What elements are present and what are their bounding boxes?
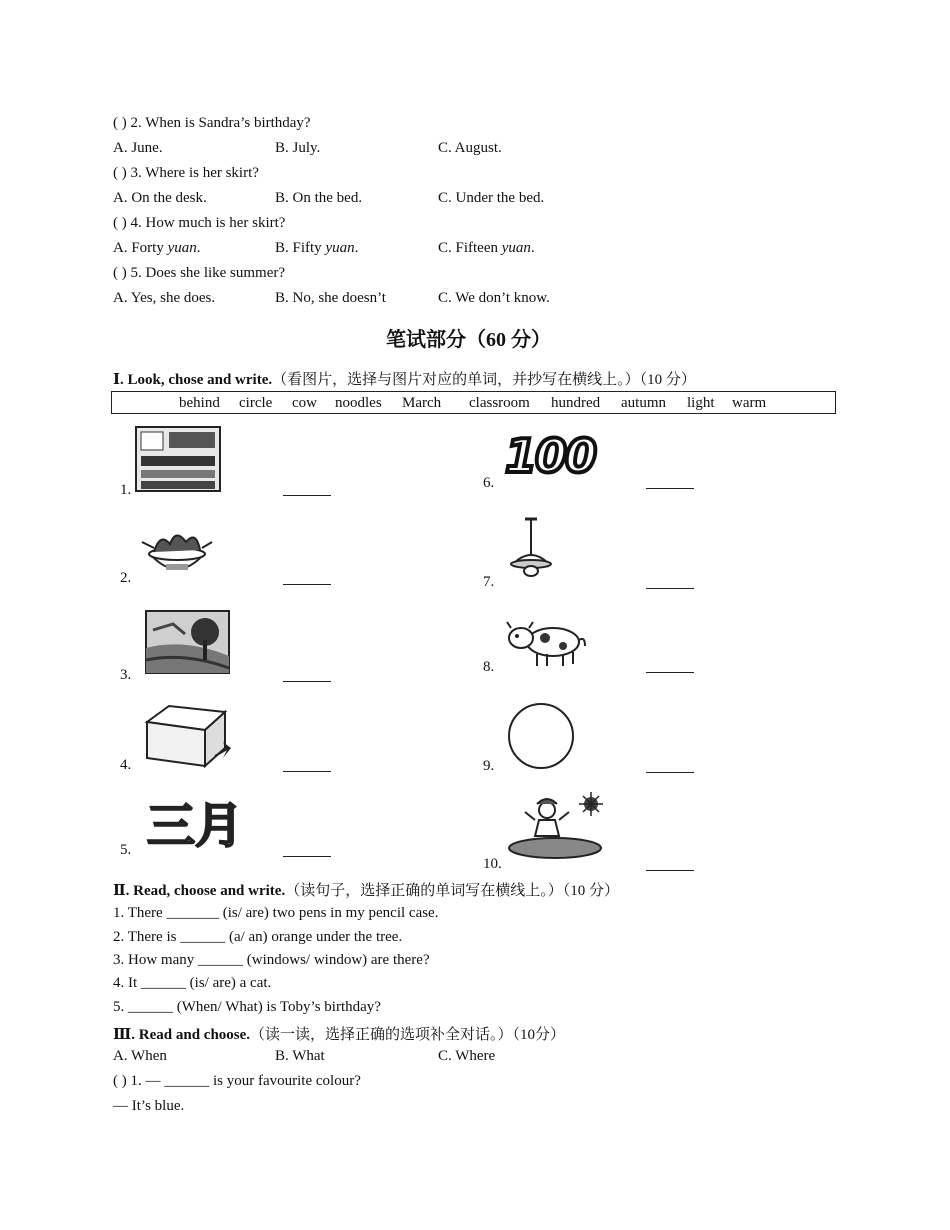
hundred-picture: 100 bbox=[505, 429, 596, 483]
answer-blank[interactable] bbox=[283, 856, 331, 857]
answer-blank[interactable] bbox=[283, 584, 331, 585]
option-c: C. August. bbox=[438, 140, 502, 156]
word-bank-item: light bbox=[687, 395, 715, 411]
option-a: A. Yes, she does. bbox=[113, 290, 216, 306]
option-b: B. July. bbox=[275, 140, 321, 156]
item-number: 1. bbox=[120, 482, 132, 498]
question-2: ( ) 2. When is Sandra’s birthday? bbox=[113, 115, 311, 131]
item-number: 4. bbox=[120, 757, 132, 773]
word-bank-item: classroom bbox=[469, 395, 530, 411]
item-number: 7. bbox=[483, 574, 495, 590]
item-number: 8. bbox=[483, 659, 495, 675]
option-b: B. Fifty yuan. bbox=[275, 240, 359, 256]
sentence-item: 3. How many ______ (windows/ window) are there? bbox=[113, 952, 430, 968]
box-behind-picture bbox=[143, 700, 235, 772]
classroom-picture bbox=[135, 426, 221, 492]
answer-blank[interactable] bbox=[646, 672, 694, 673]
option-c: C. We don’t know. bbox=[438, 290, 550, 306]
written-part-title: 笔试部分（60 分） bbox=[386, 329, 551, 351]
answer-blank[interactable] bbox=[646, 870, 694, 871]
word-bank-item: autumn bbox=[621, 395, 666, 411]
answer-blank[interactable] bbox=[646, 772, 694, 773]
word-bank-item: noodles bbox=[335, 395, 382, 411]
option-b: B. What bbox=[275, 1048, 325, 1064]
dialogue-answer-1: — It’s blue. bbox=[113, 1098, 185, 1114]
section-1-heading: Ⅰ. Look, chose and write.（看图片，选择与图片对应的单词，并抄写在横线上。）（10 分） bbox=[113, 372, 696, 388]
word-bank-item: warm bbox=[732, 395, 767, 411]
question-4: ( ) 4. How much is her skirt? bbox=[113, 215, 286, 231]
dialogue-question-1: ( ) 1. — ______ is your favourite colour? bbox=[113, 1073, 361, 1089]
item-number: 3. bbox=[120, 667, 132, 683]
circle-picture bbox=[505, 700, 577, 772]
light-picture bbox=[505, 516, 560, 582]
answer-blank[interactable] bbox=[283, 771, 331, 772]
option-a: A. When bbox=[113, 1048, 167, 1064]
noodles-picture bbox=[140, 524, 215, 580]
answer-blank[interactable] bbox=[283, 495, 331, 496]
item-number: 6. bbox=[483, 475, 495, 491]
word-bank-item: behind bbox=[179, 395, 220, 411]
word-bank-item: hundred bbox=[551, 395, 601, 411]
item-number: 9. bbox=[483, 758, 495, 774]
sentence-item: 4. It ______ (is/ are) a cat. bbox=[113, 975, 272, 991]
option-a: A. Forty yuan. bbox=[113, 240, 201, 256]
item-number: 5. bbox=[120, 842, 132, 858]
option-b: B. On the bed. bbox=[275, 190, 363, 206]
section-3-heading: Ⅲ. Read and choose.（读一读，选择正确的选项补全对话。）（10分） bbox=[113, 1027, 566, 1043]
march-picture: 三月 bbox=[147, 798, 244, 854]
sentence-item: 2. There is ______ (a/ an) orange under the tree. bbox=[113, 929, 403, 945]
autumn-picture bbox=[145, 610, 230, 674]
section-2-heading: Ⅱ. Read, choose and write.（读句子，选择正确的单词写在横线上。）（10 分） bbox=[113, 883, 619, 899]
option-c: C. Fifteen yuan. bbox=[438, 240, 535, 256]
question-3: ( ) 3. Where is her skirt? bbox=[113, 165, 259, 181]
answer-blank[interactable] bbox=[646, 488, 694, 489]
option-c: C. Where bbox=[438, 1048, 496, 1064]
word-bank-item: cow bbox=[292, 395, 317, 411]
option-b: B. No, she doesn’t bbox=[275, 290, 386, 306]
word-bank-item: March bbox=[402, 395, 442, 411]
word-bank-item: circle bbox=[239, 395, 273, 411]
item-number: 2. bbox=[120, 570, 132, 586]
warm-picture bbox=[505, 790, 605, 862]
sentence-item: 1. There _______ (is/ are) two pens in my pencil case. bbox=[113, 905, 439, 921]
item-number: 10. bbox=[483, 856, 502, 872]
cow-picture bbox=[505, 616, 589, 670]
word-bank bbox=[111, 391, 836, 414]
question-5: ( ) 5. Does she like summer? bbox=[113, 265, 286, 281]
sentence-item: 5. ______ (When/ What) is Toby’s birthday? bbox=[113, 999, 381, 1015]
option-a: A. June. bbox=[113, 140, 163, 156]
option-c: C. Under the bed. bbox=[438, 190, 545, 206]
option-a: A. On the desk. bbox=[113, 190, 207, 206]
answer-blank[interactable] bbox=[283, 681, 331, 682]
answer-blank[interactable] bbox=[646, 588, 694, 589]
